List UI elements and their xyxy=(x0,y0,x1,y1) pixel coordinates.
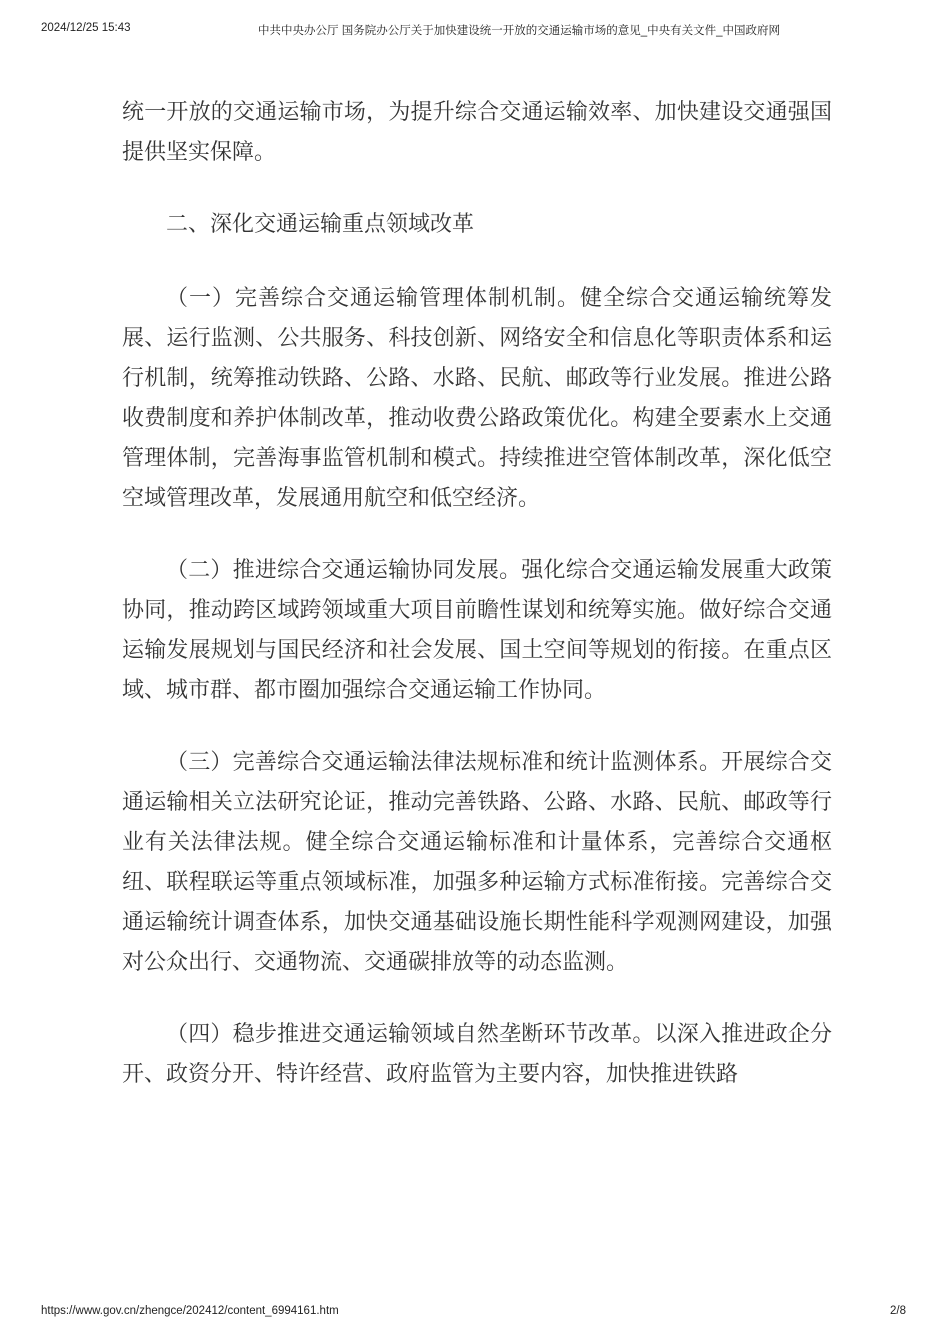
print-page-url: https://www.gov.cn/zhengce/202412/content_6994161.htm xyxy=(41,1305,339,1317)
print-header xyxy=(0,22,950,38)
paragraph-item-3: （三）完善综合交通运输法律法规标准和统计监测体系。开展综合交通运输相关立法研究论证，推动完善铁路、公路、水路、民航、邮政等行业有关法律法规。健全综合交通运输标准和计量体系，完善综合交通枢纽、联程联运等重点领域标准，加强多种运输方式标准衔接。完善综合交通运输统计调查体系，加快交通基础设施长期性能科学观测网建设，加强对公众出行、交通物流、交通碳排放等的动态监测。 xyxy=(122,750,832,975)
section-heading-2: 二、深化交通运输重点领域改革 xyxy=(166,212,475,237)
paragraph-item-2: （二）推进综合交通运输协同发展。强化综合交通运输发展重大政策协同，推动跨区域跨领域重大项目前瞻性谋划和统筹实施。做好综合交通运输发展规划与国民经济和社会发展、国土空间等规划的衔接。在重点区域、城市群、都市圈加强综合交通运输工作协同。 xyxy=(122,558,832,703)
print-page-title: 中共中央办公厅 国务院办公厅关于加快建设统一开放的交通运输市场的意见_中央有关文件_中国政府网 xyxy=(258,25,780,37)
article-body xyxy=(122,93,832,1127)
print-datetime: 2024/12/25 15:43 xyxy=(41,22,131,34)
print-page-number: 2/8 xyxy=(890,1305,906,1317)
paragraph-intro-continuation: 统一开放的交通运输市场，为提升综合交通运输效率、加快建设交通强国提供坚实保障。 xyxy=(122,100,832,165)
print-footer xyxy=(0,1305,950,1321)
paragraph-item-4: （四）稳步推进交通运输领域自然垄断环节改革。以深入推进政企分开、政资分开、特许经营、政府监管为主要内容，加快推进铁路 xyxy=(122,1022,832,1087)
paragraph-item-1: （一）完善综合交通运输管理体制机制。健全综合交通运输统筹发展、运行监测、公共服务、科技创新、网络安全和信息化等职责体系和运行机制，统筹推动铁路、公路、水路、民航、邮政等行业发展。推进公路收费制度和养护体制改革，推动收费公路政策优化。构建全要素水上交通管理体制，完善海事监管机制和模式。持续推进空管体制改革，深化低空空域管理改革，发展通用航空和低空经济。 xyxy=(122,286,832,511)
